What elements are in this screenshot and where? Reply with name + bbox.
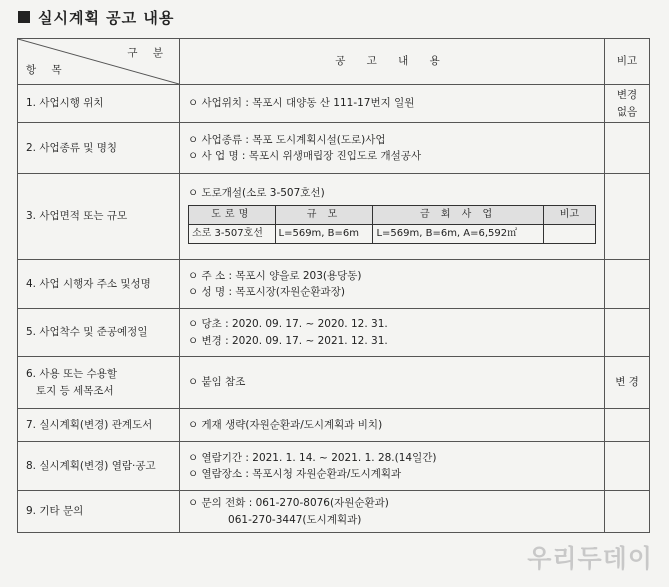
table-row [18, 409, 650, 442]
table-row [18, 260, 650, 309]
row-bigo [605, 260, 650, 309]
square-bullet-icon [18, 11, 30, 23]
content-line: ㅇ 게재 생략(자원순환과/도시계획과 비치) [188, 418, 383, 431]
page-title-text: 실시계획 공고 내용 [38, 8, 175, 27]
row-label: 6. 사용 또는 수용할 토지 등 세목조서 [18, 357, 180, 409]
row-label: 8. 실시계획(변경) 열람·공고 [18, 442, 180, 491]
table-row [18, 174, 650, 260]
content-line: ㅇ 도로개설(소로 3-507호선) [188, 187, 325, 200]
row-content [180, 409, 605, 442]
content-line: ㅇ 붙임 참조 [188, 376, 246, 389]
scale-header-cell: 도로명 [189, 205, 276, 224]
row-bigo [605, 409, 650, 442]
row-bigo: 변 경 [605, 357, 650, 409]
row-label: 4. 사업 시행자 주소 및성명 [18, 260, 180, 309]
table-row [18, 123, 650, 174]
row-label: 2. 사업종류 및 명칭 [18, 123, 180, 174]
header-row [18, 39, 650, 85]
scale-table-row [189, 224, 596, 243]
scale-table-header [189, 205, 596, 224]
scale-cell [543, 224, 595, 243]
scale-cell: 소로 3-507호선 [189, 224, 276, 243]
content-line: ㅇ 주 소 : 목포시 양을로 203(용당동) [188, 269, 362, 282]
table-row [18, 491, 650, 533]
row-bigo [605, 491, 650, 533]
content-line: ㅇ 성 명 : 목포시장(자원순환과장) [188, 286, 345, 298]
table-row [18, 309, 650, 357]
header-hangmok: 항 목 [26, 63, 68, 76]
content-line: ㅇ 사업종류 : 목포 도시계획시설(도로)사업 [188, 133, 386, 146]
page-title [18, 6, 174, 28]
content-line: ㅇ 문의 전화 : 061-270-8076(자원순환과) [188, 497, 389, 510]
content-line: ㅇ 사업위치 : 목포시 대양동 산 111-17번지 일원 [188, 97, 415, 110]
scale-header-cell: 규 모 [275, 205, 373, 224]
row-bigo [605, 123, 650, 174]
row-bigo [605, 442, 650, 491]
content-line: ㅇ 변경 : 2020. 09. 17. ~ 2021. 12. 31. [188, 334, 388, 347]
watermark-logo: 우리두데이 [527, 544, 653, 573]
scale-cell: L=569m, B=6m, A=6,592㎡ [373, 224, 543, 243]
row-content [180, 85, 605, 123]
row-content [180, 442, 605, 491]
notice-table [17, 38, 650, 533]
row-content [180, 174, 605, 260]
content-line: ㅇ 열람장소 : 목포시청 자원순환과/도시계획과 [188, 468, 402, 480]
row-content [180, 357, 605, 409]
row-label: 7. 실시계획(변경) 관계도서 [18, 409, 180, 442]
table-row [18, 85, 650, 123]
content-line: ㅇ 당초 : 2020. 09. 17. ~ 2020. 12. 31. [188, 318, 388, 331]
row-label: 9. 기타 문의 [18, 491, 180, 533]
row-bigo: 변경 없음 [605, 85, 650, 123]
header-diagonal-cell [18, 39, 180, 85]
table-row [18, 357, 650, 409]
table-row [18, 442, 650, 491]
content-line: 061-270-3447(도시계획과) [188, 513, 362, 526]
scale-header-cell: 비고 [543, 205, 595, 224]
row-content [180, 491, 605, 533]
header-bigo: 비고 [605, 39, 650, 85]
content-line: ㅇ 열람기간 : 2021. 1. 14. ~ 2021. 1. 28.(14일간) [188, 451, 437, 464]
row-content [180, 123, 605, 174]
row-bigo [605, 309, 650, 357]
row-content [180, 309, 605, 357]
row-bigo [605, 174, 650, 260]
row-label: 5. 사업착수 및 준공예정일 [18, 309, 180, 357]
row-label: 3. 사업면적 또는 규모 [18, 174, 180, 260]
header-content: 공 고 내 용 [180, 39, 605, 85]
row-content [180, 260, 605, 309]
scale-cell: L=569m, B=6m [275, 224, 373, 243]
content-line: ㅇ 사 업 명 : 목포시 위생매립장 진입도로 개설공사 [188, 150, 422, 162]
header-gubun: 구 분 [127, 47, 169, 59]
scale-table [188, 205, 596, 244]
row-label: 1. 사업시행 위치 [18, 85, 180, 123]
scale-header-cell: 금 회 사 업 [373, 205, 543, 224]
